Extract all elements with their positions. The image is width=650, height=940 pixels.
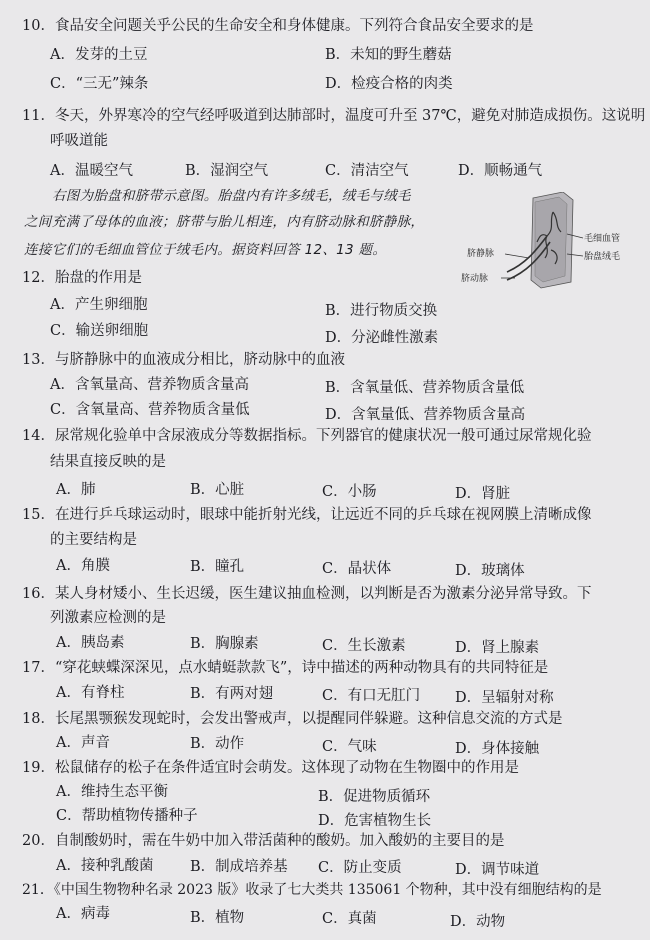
label-placental-villi: 胎盘绒毛 bbox=[584, 252, 621, 262]
q16-option-b: B．胸腺素 bbox=[190, 636, 259, 652]
q12-option-a: A．产生卵细胞 bbox=[50, 297, 148, 313]
label-umbilical-vein: 脐静脉 bbox=[467, 249, 495, 259]
q12-option-c: C．输送卵细胞 bbox=[50, 323, 149, 339]
q14-option-d: D．肾脏 bbox=[455, 486, 511, 502]
q20-option-a: A．接种乳酸菌 bbox=[56, 858, 154, 874]
q16-option-a: A．胰岛素 bbox=[56, 635, 125, 651]
q10-option-d: D．检疫合格的肉类 bbox=[325, 76, 453, 92]
q18-option-b: B．动作 bbox=[190, 736, 245, 752]
q15-option-c: C．晶状体 bbox=[322, 561, 392, 577]
question-16-stem-line1: 16．某人身材矮小、生长迟缓，医生建议抽血检测，以判断是否为激素分泌异常导致。下 bbox=[22, 586, 592, 602]
q13-option-a: A．含氧量高、营养物质含量高 bbox=[50, 377, 249, 393]
q15-option-a: A．角膜 bbox=[56, 558, 110, 574]
q11-option-c: C．清洁空气 bbox=[325, 163, 409, 179]
question-16-stem-line2: 列激素应检测的是 bbox=[50, 610, 166, 626]
q13-option-b: B．含氧量低、营养物质含量低 bbox=[325, 380, 525, 396]
q10-option-c: C．“三无”辣条 bbox=[50, 76, 149, 92]
q17-option-a: A．有脊柱 bbox=[56, 685, 125, 701]
q21-option-b: B．植物 bbox=[190, 910, 245, 926]
material-line1: 右图为胎盘和脐带示意图。胎盘内有许多绒毛，绒毛与绒毛 bbox=[52, 188, 411, 204]
q12-option-d: D．分泌雌性激素 bbox=[325, 330, 439, 346]
q12-option-b: B．进行物质交换 bbox=[325, 303, 438, 319]
q18-option-c: C．气味 bbox=[322, 739, 377, 755]
question-20-stem: 20．自制酸奶时，需在牛奶中加入带活菌种的酸奶。加入酸奶的主要目的是 bbox=[22, 833, 505, 849]
question-21-stem: 21．《中国生物物种名录 2023 版》收录了七大类共 135061 个物种，其中没有细胞结构的是 bbox=[22, 882, 602, 898]
question-11-stem-line1: 11．冬天，外界寒冷的空气经呼吸道到达肺部时，温度可升至 37℃，避免对肺造成损伤。这说明 bbox=[22, 108, 646, 124]
q21-option-c: C．真菌 bbox=[322, 911, 377, 927]
q21-option-a: A．病毒 bbox=[56, 906, 110, 922]
q14-option-a: A．肺 bbox=[56, 482, 96, 498]
q14-option-c: C．小肠 bbox=[322, 484, 377, 500]
q20-option-b: B．制成培养基 bbox=[190, 859, 288, 875]
q11-option-b: B．湿润空气 bbox=[185, 163, 269, 179]
q10-option-b: B．未知的野生蘑菇 bbox=[325, 47, 452, 63]
q16-option-c: C．生长激素 bbox=[322, 638, 406, 654]
q14-option-b: B．心脏 bbox=[190, 482, 245, 498]
q19-option-c: C．帮助植物传播种子 bbox=[56, 808, 198, 824]
placenta-inner-shape bbox=[535, 197, 567, 282]
q19-option-b: B．促进物质循环 bbox=[318, 789, 431, 805]
q20-option-c: C．防止变质 bbox=[318, 860, 402, 876]
q18-option-d: D．身体接触 bbox=[455, 741, 540, 757]
vein-pointer bbox=[505, 254, 529, 258]
placenta-umbilical-diagram bbox=[455, 192, 645, 292]
q17-option-d: D．呈辐射对称 bbox=[455, 690, 554, 706]
q20-option-d: D．调节味道 bbox=[455, 862, 540, 878]
question-12-stem: 12．胎盘的作用是 bbox=[22, 270, 142, 286]
q13-option-d: D．含氧量低、营养物质含量高 bbox=[325, 407, 526, 423]
q16-option-d: D．肾上腺素 bbox=[455, 640, 540, 656]
q15-option-b: B．瞳孔 bbox=[190, 559, 245, 575]
label-umbilical-artery: 脐动脉 bbox=[461, 274, 489, 284]
q11-option-a: A．温暖空气 bbox=[50, 163, 133, 179]
q17-option-b: B．有两对翅 bbox=[190, 686, 274, 702]
q11-option-d: D．顺畅通气 bbox=[458, 163, 543, 179]
q17-option-c: C．有口无肛门 bbox=[322, 688, 421, 704]
question-13-stem: 13．与脐静脉中的血液成分相比，脐动脉中的血液 bbox=[22, 352, 345, 368]
question-14-stem-line2: 结果直接反映的是 bbox=[50, 454, 166, 470]
question-14-stem-line1: 14．尿常规化验单中含尿液成分等数据指标。下列器官的健康状况一般可通过尿常规化验 bbox=[22, 428, 592, 444]
question-15-stem-line2: 的主要结构是 bbox=[50, 532, 137, 548]
question-17-stem: 17．“穿花蛱蝶深深见，点水蜻蜓款款飞”，诗中描述的两种动物具有的共同特征是 bbox=[22, 660, 549, 676]
question-19-stem: 19．松鼠储存的松子在条件适宜时会萌发。这体现了动物在生物圈中的作用是 bbox=[22, 760, 519, 776]
material-line3: 连接它们的毛细血管位于绒毛内。据资料回答 12、13 题。 bbox=[24, 242, 387, 258]
material-line2: 之间充满了母体的血液；脐带与胎儿相连，内有脐动脉和脐静脉， bbox=[24, 214, 425, 230]
q21-option-d: D．动物 bbox=[450, 914, 506, 930]
question-10-stem: 10．食品安全问题关乎公民的生命安全和身体健康。下列符合食品安全要求的是 bbox=[22, 18, 534, 34]
question-15-stem-line1: 15．在进行乒乓球运动时，眼球中能折射光线，让远近不同的乒乓球在视网膜上清晰成像 bbox=[22, 507, 592, 523]
q19-option-d: D．危害植物生长 bbox=[318, 813, 432, 829]
q15-option-d: D．玻璃体 bbox=[455, 563, 525, 579]
q13-option-c: C．含氧量高、营养物质含量低 bbox=[50, 402, 250, 418]
q19-option-a: A．维持生态平衡 bbox=[56, 784, 168, 800]
q18-option-a: A．声音 bbox=[56, 735, 110, 751]
question-11-stem-line2: 呼吸道能 bbox=[50, 133, 108, 149]
question-18-stem: 18．长尾黑颚猴发现蛇时，会发出警戒声，以提醒同伴躲避。这种信息交流的方式是 bbox=[22, 711, 563, 727]
label-capillary: 毛细血管 bbox=[584, 234, 621, 244]
q10-option-a: A．发芽的土豆 bbox=[50, 47, 148, 63]
